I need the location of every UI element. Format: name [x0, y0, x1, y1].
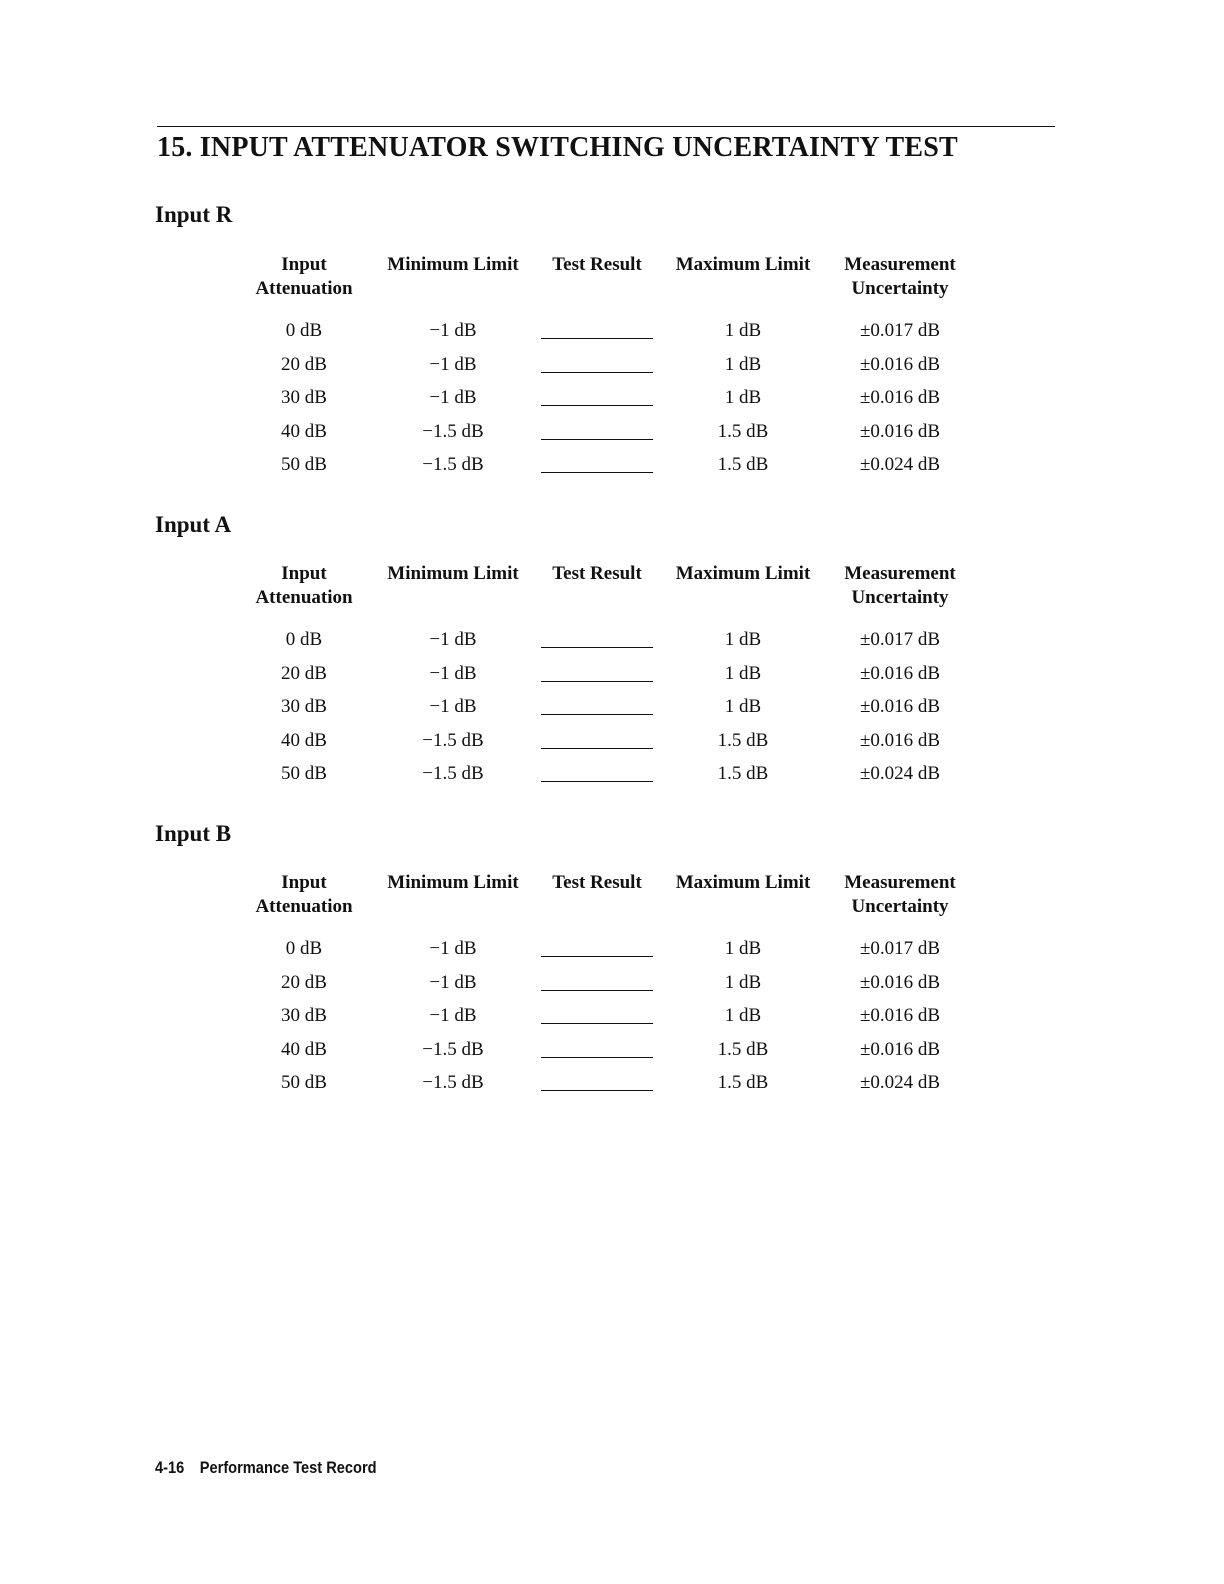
header-attenuation: Input Attenuation — [255, 563, 353, 608]
header-attenuation: Input Attenuation — [255, 254, 353, 299]
minimum-limit-value: −1.5 dB — [422, 763, 484, 784]
uncertainty-value: ±0.017 dB — [859, 629, 941, 650]
maximum-limit-value: 1 dB — [724, 353, 762, 375]
minimum-limit-value: −1.5 dB — [422, 729, 484, 751]
attenuation-value: 50 dB — [281, 1072, 327, 1093]
title-rule — [157, 126, 1055, 127]
test-result-blank[interactable] — [541, 405, 653, 406]
attenuation-value: 50 dB — [281, 763, 327, 784]
test-result-blank[interactable] — [541, 439, 653, 440]
table-row — [240, 937, 975, 971]
header-minimum-limit: Minimum Limit — [387, 563, 519, 584]
header-maximum-limit: Maximum Limit — [675, 254, 811, 275]
header-uncertainty: Measurement Uncertainty — [844, 254, 956, 299]
table-row — [240, 695, 975, 729]
uncertainty-value: ±0.016 dB — [859, 420, 941, 442]
maximum-limit-value: 1 dB — [724, 320, 762, 341]
table-row — [240, 628, 975, 662]
test-result-blank[interactable] — [541, 748, 653, 749]
section-heading-input-b: Input B — [155, 821, 232, 846]
attenuation-value: 40 dB — [281, 729, 327, 751]
maximum-limit-value: 1 dB — [724, 629, 762, 650]
uncertainty-value: ±0.017 dB — [859, 938, 941, 959]
table-row — [240, 453, 975, 487]
table-row — [240, 1071, 975, 1105]
test-result-blank[interactable] — [541, 681, 653, 682]
attenuation-value: 20 dB — [281, 662, 327, 684]
footer-section-name: Performance Test Record — [199, 1458, 377, 1477]
maximum-limit-value: 1.5 dB — [717, 763, 769, 784]
header-test-result: Test Result — [552, 563, 642, 584]
uncertainty-value: ±0.016 dB — [859, 353, 941, 375]
uncertainty-value: ±0.016 dB — [859, 729, 941, 751]
minimum-limit-value: −1 dB — [429, 629, 477, 650]
page-number: 4-16 — [155, 1458, 185, 1477]
uncertainty-value: ±0.016 dB — [859, 696, 941, 717]
minimum-limit-value: −1.5 dB — [422, 1038, 484, 1060]
page-title: 15. INPUT ATTENUATOR SWITCHING UNCERTAINTY TEST — [157, 132, 958, 163]
maximum-limit-value: 1 dB — [724, 1005, 762, 1026]
header-test-result: Test Result — [552, 254, 642, 275]
maximum-limit-value: 1 dB — [724, 662, 762, 684]
uncertainty-value: ±0.016 dB — [859, 387, 941, 408]
header-maximum-limit: Maximum Limit — [675, 872, 811, 893]
header-uncertainty: Measurement Uncertainty — [844, 563, 956, 608]
attenuation-value: 50 dB — [281, 454, 327, 475]
maximum-limit-value: 1.5 dB — [717, 420, 769, 442]
test-result-blank[interactable] — [541, 714, 653, 715]
minimum-limit-value: −1 dB — [429, 971, 477, 993]
attenuation-value: 40 dB — [281, 1038, 327, 1060]
minimum-limit-value: −1 dB — [429, 696, 477, 717]
attenuation-value: 40 dB — [281, 420, 327, 442]
uncertainty-value: ±0.016 dB — [859, 1038, 941, 1060]
maximum-limit-value: 1.5 dB — [717, 1038, 769, 1060]
uncertainty-value: ±0.024 dB — [859, 763, 941, 784]
minimum-limit-value: −1.5 dB — [422, 420, 484, 442]
minimum-limit-value: −1 dB — [429, 1005, 477, 1026]
section-heading-input-r: Input R — [155, 202, 233, 227]
test-result-blank[interactable] — [541, 1057, 653, 1058]
test-result-blank[interactable] — [541, 372, 653, 373]
minimum-limit-value: −1 dB — [429, 662, 477, 684]
uncertainty-value: ±0.024 dB — [859, 1072, 941, 1093]
table-row — [240, 420, 975, 454]
table-row — [240, 729, 975, 763]
header-attenuation: Input Attenuation — [255, 872, 353, 917]
table-row — [240, 319, 975, 353]
table-input-a — [240, 562, 975, 796]
table-header — [240, 871, 975, 929]
table-row — [240, 386, 975, 420]
header-maximum-limit: Maximum Limit — [675, 563, 811, 584]
maximum-limit-value: 1.5 dB — [717, 729, 769, 751]
minimum-limit-value: −1 dB — [429, 320, 477, 341]
table-header — [240, 253, 975, 311]
attenuation-value: 20 dB — [281, 971, 327, 993]
attenuation-value: 30 dB — [281, 696, 327, 717]
table-header — [240, 562, 975, 620]
attenuation-value: 20 dB — [281, 353, 327, 375]
test-result-blank[interactable] — [541, 472, 653, 473]
header-uncertainty: Measurement Uncertainty — [844, 872, 956, 917]
minimum-limit-value: −1 dB — [429, 938, 477, 959]
table-row — [240, 353, 975, 387]
minimum-limit-value: −1.5 dB — [422, 454, 484, 475]
test-result-blank[interactable] — [541, 647, 653, 648]
section-heading-input-a: Input A — [155, 512, 232, 537]
minimum-limit-value: −1 dB — [429, 353, 477, 375]
uncertainty-value: ±0.024 dB — [859, 454, 941, 475]
maximum-limit-value: 1 dB — [724, 971, 762, 993]
table-row — [240, 1038, 975, 1072]
uncertainty-value: ±0.016 dB — [859, 662, 941, 684]
uncertainty-value: ±0.017 dB — [859, 320, 941, 341]
minimum-limit-value: −1.5 dB — [422, 1072, 484, 1093]
test-result-blank[interactable] — [541, 338, 653, 339]
table-row — [240, 662, 975, 696]
attenuation-value: 0 dB — [285, 629, 323, 650]
test-result-blank[interactable] — [541, 990, 653, 991]
test-result-blank[interactable] — [541, 1023, 653, 1024]
header-test-result: Test Result — [552, 872, 642, 893]
header-minimum-limit: Minimum Limit — [387, 254, 519, 275]
header-minimum-limit: Minimum Limit — [387, 872, 519, 893]
table-input-b — [240, 871, 975, 1105]
test-result-blank[interactable] — [541, 956, 653, 957]
maximum-limit-value: 1 dB — [724, 696, 762, 717]
table-row — [240, 971, 975, 1005]
maximum-limit-value: 1.5 dB — [717, 1072, 769, 1093]
table-input-r — [240, 253, 975, 487]
test-result-blank[interactable] — [541, 1090, 653, 1091]
table-row — [240, 762, 975, 796]
uncertainty-value: ±0.016 dB — [859, 971, 941, 993]
attenuation-value: 0 dB — [285, 320, 323, 341]
uncertainty-value: ±0.016 dB — [859, 1005, 941, 1026]
minimum-limit-value: −1 dB — [429, 387, 477, 408]
table-row — [240, 1004, 975, 1038]
test-result-blank[interactable] — [541, 781, 653, 782]
attenuation-value: 30 dB — [281, 387, 327, 408]
maximum-limit-value: 1 dB — [724, 387, 762, 408]
attenuation-value: 30 dB — [281, 1005, 327, 1026]
maximum-limit-value: 1 dB — [724, 938, 762, 959]
attenuation-value: 0 dB — [285, 938, 323, 959]
maximum-limit-value: 1.5 dB — [717, 454, 769, 475]
page-footer — [155, 1458, 377, 1478]
